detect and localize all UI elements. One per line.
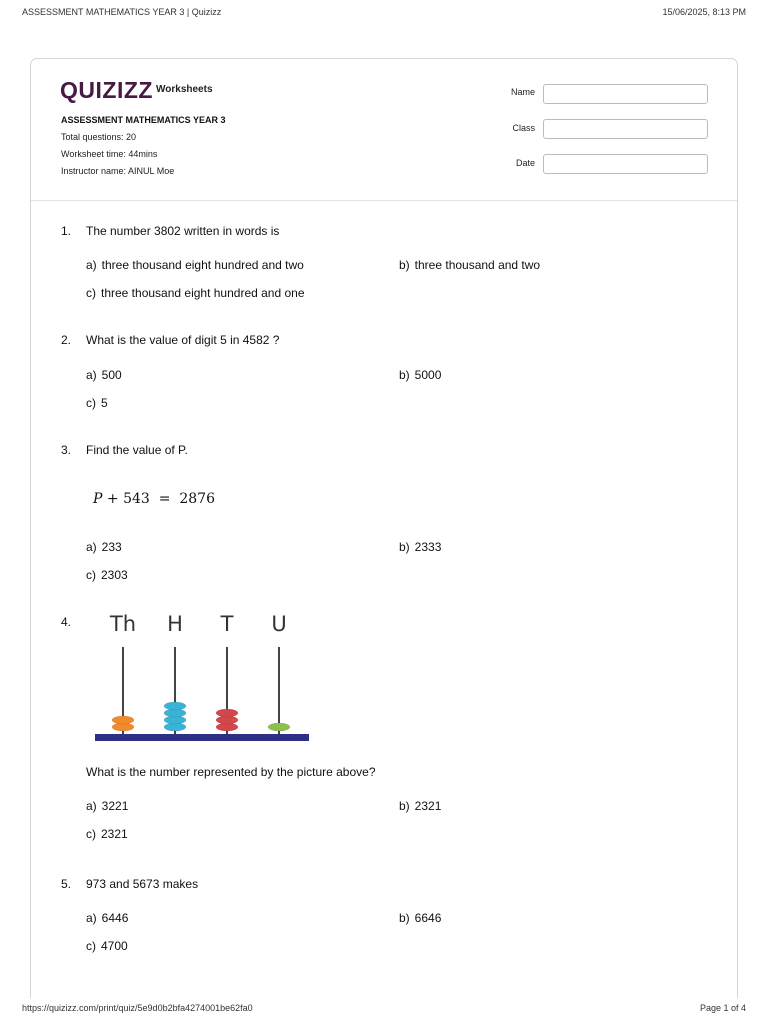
q1-option-c[interactable]: c) three thousand eight hundred and one bbox=[86, 286, 305, 300]
class-field[interactable] bbox=[543, 119, 708, 139]
equation bbox=[93, 491, 215, 507]
quizizz-logo bbox=[60, 77, 153, 103]
equation-equals: = bbox=[158, 491, 171, 507]
date-label: Date bbox=[515, 158, 535, 168]
date-field[interactable] bbox=[543, 154, 708, 174]
instructor-name: Instructor name: AINUL Moe bbox=[61, 166, 175, 176]
name-field[interactable] bbox=[543, 84, 708, 104]
q4-option-c[interactable]: c) 2321 bbox=[86, 827, 128, 841]
logo-wordmark: QUIZIZZ bbox=[60, 77, 153, 103]
q2-option-c[interactable]: c) 5 bbox=[86, 396, 108, 410]
abacus-column-label: H bbox=[167, 612, 183, 636]
question-text: Find the value of P. bbox=[86, 443, 188, 457]
name-label: Name bbox=[510, 87, 535, 97]
print-header-title: ASSESSMENT MATHEMATICS YEAR 3 | Quizizz bbox=[22, 7, 222, 17]
equation-operator: + bbox=[106, 491, 119, 507]
total-questions: Total questions: 20 bbox=[61, 132, 137, 142]
equation-variable: P bbox=[93, 491, 103, 507]
question-text: 973 and 5673 makes bbox=[86, 877, 199, 891]
abacus-base bbox=[95, 734, 309, 741]
abacus-image bbox=[87, 607, 317, 749]
q2-option-b[interactable]: b) 5000 bbox=[399, 368, 442, 382]
worksheets-tag: Worksheets bbox=[156, 84, 213, 95]
worksheet-page bbox=[30, 58, 738, 998]
q4-option-a[interactable]: a) 3221 bbox=[86, 799, 129, 813]
abacus-bead bbox=[112, 716, 134, 724]
abacus-bead bbox=[268, 723, 290, 731]
question-number: 3. bbox=[61, 443, 72, 457]
q5-option-a[interactable]: a) 6446 bbox=[86, 911, 129, 925]
question-text: What is the value of digit 5 in 4582 ? bbox=[86, 333, 280, 347]
question-number: 4. bbox=[61, 615, 72, 629]
q1-option-a[interactable]: a) three thousand eight hundred and two bbox=[86, 258, 304, 272]
print-header-datetime: 15/06/2025, 8:13 PM bbox=[662, 7, 746, 17]
q2-option-a[interactable]: a) 500 bbox=[86, 368, 122, 382]
abacus-column-label: Th bbox=[109, 612, 137, 636]
q4-option-b[interactable]: b) 2321 bbox=[399, 799, 442, 813]
q3-option-c[interactable]: c) 2303 bbox=[86, 568, 128, 582]
equation-addend: 543 bbox=[123, 491, 150, 507]
abacus-column-label: T bbox=[220, 612, 234, 636]
abacus-bead bbox=[216, 709, 238, 717]
equation-result: 2876 bbox=[179, 491, 215, 507]
q5-option-c[interactable]: c) 4700 bbox=[86, 939, 128, 953]
question-text: What is the number represented by the picture above? bbox=[86, 765, 376, 779]
class-label: Class bbox=[512, 123, 535, 133]
q3-option-b[interactable]: b) 2333 bbox=[399, 540, 442, 554]
worksheet-title: ASSESSMENT MATHEMATICS YEAR 3 bbox=[61, 115, 226, 125]
abacus-column-label: U bbox=[271, 612, 287, 636]
q5-option-b[interactable]: b) 6646 bbox=[399, 911, 442, 925]
question-number: 1. bbox=[61, 224, 72, 238]
worksheet-header bbox=[31, 59, 737, 201]
question-number: 2. bbox=[61, 333, 72, 347]
q3-option-a[interactable]: a) 233 bbox=[86, 540, 122, 554]
print-footer bbox=[22, 1003, 746, 1015]
question-text: The number 3802 written in words is bbox=[86, 224, 280, 238]
print-header bbox=[22, 7, 746, 19]
page-url: https://quizizz.com/print/quiz/5e9d0b2bfa4274001be62fa0 bbox=[22, 1003, 253, 1013]
question-number: 5. bbox=[61, 877, 72, 891]
abacus-bead bbox=[164, 702, 186, 710]
worksheet-time: Worksheet time: 44mins bbox=[61, 149, 158, 159]
page-number: Page 1 of 4 bbox=[699, 1003, 746, 1013]
q1-option-b[interactable]: b) three thousand and two bbox=[399, 258, 541, 272]
